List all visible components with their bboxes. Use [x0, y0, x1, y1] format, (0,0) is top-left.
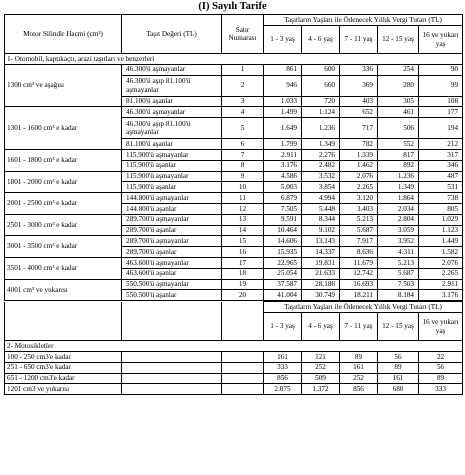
tax-amount-cell: 254 — [378, 64, 419, 75]
tax-amount-cell: 252 — [340, 373, 378, 384]
tax-amount-cell: 317 — [419, 149, 463, 160]
tax-amount-cell: 9.591 — [264, 214, 302, 225]
header-motor: Motor Silindir Hacmi (cm³) — [5, 15, 122, 54]
tax-amount-cell: 161 — [378, 373, 419, 384]
tax-amount-cell: 461 — [378, 107, 419, 118]
tax-amount-cell: 2.076 — [419, 257, 463, 268]
tax-amount-cell: 2.911 — [419, 279, 463, 290]
tax-amount-cell: 1.349 — [302, 139, 340, 150]
row-number-cell: 9 — [222, 171, 264, 182]
blank-cell — [222, 384, 264, 395]
header-age-5: 16 ve yukarı yaş — [419, 26, 463, 54]
tax-amount-cell: 89 — [378, 362, 419, 373]
tax-amount-cell: 19.831 — [302, 257, 340, 268]
row-number-cell: 6 — [222, 139, 264, 150]
tax-amount-cell: 487 — [419, 171, 463, 182]
header-satir: Satır Numarası — [222, 15, 264, 54]
tax-amount-cell: 1.349 — [378, 182, 419, 193]
table-row — [5, 373, 463, 384]
blank-cell — [122, 384, 222, 395]
motor-cell: 3001 - 3500 cm³ e kadar — [5, 236, 122, 258]
blank-cell — [222, 313, 264, 341]
tax-amount-cell: 2.911 — [264, 149, 302, 160]
value-range-cell: 550.500'ü aşmayanlar — [122, 279, 222, 290]
tax-amount-cell: 16.693 — [340, 279, 378, 290]
tax-amount-cell: 41.004 — [264, 290, 302, 301]
page-title: (I) Sayılı Tarife — [198, 1, 267, 12]
tax-amount-cell: 14.606 — [264, 236, 302, 247]
tax-amount-cell: 11.679 — [340, 257, 378, 268]
tax-amount-cell: 212 — [419, 139, 463, 150]
tax-amount-cell: 280 — [378, 75, 419, 96]
tax-amount-cell: 346 — [419, 160, 463, 171]
tax-amount-cell: 9.102 — [302, 225, 340, 236]
tax-amount-cell: 121 — [302, 351, 340, 362]
table-row — [5, 171, 463, 182]
tax-amount-cell: 717 — [340, 118, 378, 139]
tax-amount-cell: 5.213 — [378, 257, 419, 268]
tax-amount-cell: 2.804 — [378, 214, 419, 225]
tax-amount-cell: 506 — [378, 118, 419, 139]
blank-cell — [222, 351, 264, 362]
motor-cell: 1801 - 2000 cm³ e kadar — [5, 171, 122, 193]
tax-amount-cell: 3.176 — [264, 160, 302, 171]
value-range-cell: 115.900'ü aşanlar — [122, 160, 222, 171]
table-row — [5, 257, 463, 268]
tax-amount-cell: 1.499 — [264, 107, 302, 118]
header-age-1-repeat: 1 - 3 yaş — [264, 313, 302, 341]
value-range-cell: 115.900'ü aşanlar — [122, 182, 222, 193]
value-range-cell: 289.700'ü aşmayanlar — [122, 236, 222, 247]
tax-amount-cell: 856 — [264, 373, 302, 384]
motor-cell: 2501 - 3000 cm³ e kadar — [5, 214, 122, 236]
value-range-cell: 144.800'ü aşanlar — [122, 203, 222, 214]
tax-amount-cell: 2.265 — [419, 268, 463, 279]
value-range-cell: 550.500'ü aşanlar — [122, 290, 222, 301]
header-group: Taşıtların Yaşları ile Ödenecek Yıllık Vergi Tutarı (TL) — [264, 15, 463, 26]
tax-amount-cell: 3.532 — [302, 171, 340, 182]
tax-amount-cell: 5.213 — [340, 214, 378, 225]
tax-amount-cell: 1.339 — [340, 149, 378, 160]
tax-amount-cell: 738 — [419, 193, 463, 204]
table-row — [5, 149, 463, 160]
row-number-cell: 2 — [222, 75, 264, 96]
blank-cell — [5, 302, 122, 313]
value-range-cell: 289.700'ü aşmayanlar — [122, 214, 222, 225]
tax-amount-cell: 531 — [419, 182, 463, 193]
tax-amount-cell: 7.503 — [378, 279, 419, 290]
tax-amount-cell: 3.120 — [340, 193, 378, 204]
tax-amount-cell: 8.636 — [340, 247, 378, 258]
tax-amount-cell: 89 — [419, 373, 463, 384]
tax-amount-cell: 509 — [302, 373, 340, 384]
blank-cell — [122, 313, 222, 341]
row-number-cell: 1 — [222, 64, 264, 75]
tax-amount-cell: 4.586 — [264, 171, 302, 182]
value-range-cell: 46.300'ü aşıp 81.100'ü aşmayanlar — [122, 118, 222, 139]
value-range-cell: 463.600'ü aşanlar — [122, 268, 222, 279]
tax-amount-cell: 7.505 — [264, 203, 302, 214]
motor-cell: 651 - 1200 cm3'e kadar — [5, 373, 122, 384]
row-number-cell: 14 — [222, 225, 264, 236]
value-range-cell: 46.300'ü aşmayanlar — [122, 107, 222, 118]
tax-amount-cell: 2.076 — [340, 171, 378, 182]
tax-amount-cell: 161 — [264, 351, 302, 362]
moto-table — [4, 301, 463, 395]
header-age-3: 7 - 11 yaş — [340, 26, 378, 54]
table-row — [5, 236, 463, 247]
tax-amount-cell: 21.633 — [302, 268, 340, 279]
tax-amount-cell: 652 — [340, 107, 378, 118]
value-range-cell: 46.300'ü aşıp 81.100'ü aşmayanlar — [122, 75, 222, 96]
row-number-cell: 10 — [222, 182, 264, 193]
row-number-cell: 4 — [222, 107, 264, 118]
value-range-cell: 289.700'ü aşanlar — [122, 247, 222, 258]
tax-amount-cell: 333 — [264, 362, 302, 373]
blank-cell — [5, 313, 122, 341]
tax-amount-cell: 1.372 — [302, 384, 340, 395]
table-row — [5, 362, 463, 373]
row-number-cell: 8 — [222, 160, 264, 171]
tax-amount-cell: 4.311 — [378, 247, 419, 258]
tax-amount-cell: 4.994 — [302, 193, 340, 204]
row-number-cell: 13 — [222, 214, 264, 225]
tax-amount-cell: 680 — [378, 384, 419, 395]
tax-amount-cell: 2.034 — [378, 203, 419, 214]
tax-amount-cell: 1.449 — [419, 236, 463, 247]
tax-amount-cell: 1.462 — [340, 160, 378, 171]
tax-amount-cell: 8.344 — [302, 214, 340, 225]
header-age-4-repeat: 12 - 15 yaş — [378, 313, 419, 341]
value-range-cell: 289.700'ü aşanlar — [122, 225, 222, 236]
row-number-cell: 11 — [222, 193, 264, 204]
motor-cell: 251 - 650 cm3'e kadar — [5, 362, 122, 373]
header-age-1: 1 - 3 yaş — [264, 26, 302, 54]
tax-amount-cell: 2.265 — [340, 182, 378, 193]
row-number-cell: 15 — [222, 236, 264, 247]
tax-amount-cell: 89 — [340, 351, 378, 362]
tax-amount-cell: 3.952 — [378, 236, 419, 247]
motor-cell: 1300 cm³ ve aşağısı — [5, 64, 122, 107]
header-tasit-degeri: Taşıt Değeri (TL) — [122, 15, 222, 54]
tax-amount-cell: 5.687 — [378, 268, 419, 279]
tax-amount-cell: 1.864 — [378, 193, 419, 204]
tax-amount-cell: 805 — [419, 203, 463, 214]
tax-amount-cell: 861 — [264, 64, 302, 75]
tax-amount-cell: 99 — [419, 75, 463, 96]
value-range-cell: 81.100'ü aşanlar — [122, 139, 222, 150]
tax-amount-cell: 252 — [302, 362, 340, 373]
motor-cell: 1201 cm3 ve yukarısı — [5, 384, 122, 395]
tax-amount-cell: 3.854 — [302, 182, 340, 193]
motor-cell: 3501 - 4000 cm³ e kadar — [5, 257, 122, 279]
tax-amount-cell: 8.184 — [378, 290, 419, 301]
table-row — [5, 193, 463, 204]
tax-amount-cell: 1.033 — [264, 96, 302, 107]
tax-amount-cell: 10.464 — [264, 225, 302, 236]
tax-amount-cell: 37.587 — [264, 279, 302, 290]
tax-amount-cell: 5.687 — [340, 225, 378, 236]
tax-amount-cell: 90 — [419, 64, 463, 75]
tax-amount-cell: 161 — [340, 362, 378, 373]
value-range-cell: 46.300'ü aşmayanlar — [122, 64, 222, 75]
tax-amount-cell: 14.337 — [302, 247, 340, 258]
tax-amount-cell: 177 — [419, 107, 463, 118]
section-heading: 1- Otomobil, kaptıkaçtı, arazi taşıtları ve benzerleri — [5, 54, 463, 65]
tax-amount-cell: 2.075 — [264, 384, 302, 395]
blank-cell — [122, 351, 222, 362]
tax-amount-cell: 30.749 — [302, 290, 340, 301]
tax-amount-cell: 552 — [378, 139, 419, 150]
table-row — [5, 64, 463, 75]
value-range-cell: 144.800'ü aşmayanlar — [122, 193, 222, 204]
tax-amount-cell: 946 — [264, 75, 302, 96]
blank-cell — [222, 302, 264, 313]
header-age-5-repeat: 16 ve yukarı yaş — [419, 313, 463, 341]
motor-cell: 4001 cm³ ve yukarısı — [5, 279, 122, 301]
tax-amount-cell: 305 — [378, 96, 419, 107]
tax-amount-cell: 1.582 — [419, 247, 463, 258]
tax-amount-cell: 12.742 — [340, 268, 378, 279]
tax-amount-cell: 28.186 — [302, 279, 340, 290]
header-age-2: 4 - 6 yaş — [302, 26, 340, 54]
motor-cell: 100 - 250 cm3'e kadar — [5, 351, 122, 362]
header-age-4: 12 - 15 yaş — [378, 26, 419, 54]
tax-amount-cell: 3.176 — [419, 290, 463, 301]
tax-amount-cell: 108 — [419, 96, 463, 107]
tax-amount-cell: 336 — [340, 64, 378, 75]
tax-amount-cell: 7.917 — [340, 236, 378, 247]
tax-amount-cell: 1.236 — [378, 171, 419, 182]
tax-amount-cell: 56 — [419, 362, 463, 373]
tax-amount-cell: 25.054 — [264, 268, 302, 279]
tax-amount-cell: 1.799 — [264, 139, 302, 150]
tax-amount-cell: 817 — [378, 149, 419, 160]
blank-cell — [122, 302, 222, 313]
tax-amount-cell: 856 — [340, 384, 378, 395]
value-range-cell: 81.100'ü aşanlar — [122, 96, 222, 107]
tax-amount-cell: 3.403 — [340, 203, 378, 214]
value-range-cell: 463.600'ü aşmayanlar — [122, 257, 222, 268]
table-row — [5, 107, 463, 118]
table-row — [5, 214, 463, 225]
tax-amount-cell: 720 — [302, 96, 340, 107]
row-number-cell: 20 — [222, 290, 264, 301]
motor-cell: 1601 - 1800 cm³ e kadar — [5, 149, 122, 171]
tax-table — [4, 14, 463, 301]
table-row — [5, 384, 463, 395]
tax-amount-cell: 2.276 — [302, 149, 340, 160]
row-number-cell: 16 — [222, 247, 264, 258]
tax-amount-cell: 3.059 — [378, 225, 419, 236]
row-number-cell: 7 — [222, 149, 264, 160]
blank-cell — [222, 373, 264, 384]
tax-amount-cell: 369 — [340, 75, 378, 96]
row-number-cell: 3 — [222, 96, 264, 107]
motor-cell: 1301 - 1600 cm³ e kadar — [5, 107, 122, 150]
blank-cell — [222, 362, 264, 373]
table-row — [5, 279, 463, 290]
value-range-cell: 115.900'ü aşmayanlar — [122, 149, 222, 160]
row-number-cell: 5 — [222, 118, 264, 139]
row-number-cell: 18 — [222, 268, 264, 279]
tax-amount-cell: 1.029 — [419, 214, 463, 225]
value-range-cell: 115.900'ü aşmayanlar — [122, 171, 222, 182]
tax-amount-cell: 892 — [378, 160, 419, 171]
header-group-repeat: Taşıtların Yaşları ile Ödenecek Yıllık Vergi Tutarı (TL) — [264, 302, 463, 313]
tax-amount-cell: 403 — [340, 96, 378, 107]
tax-amount-cell: 1.236 — [302, 118, 340, 139]
tax-amount-cell: 13.143 — [302, 236, 340, 247]
blank-cell — [122, 362, 222, 373]
tax-amount-cell: 5.448 — [302, 203, 340, 214]
tax-amount-cell: 22 — [419, 351, 463, 362]
tax-amount-cell: 782 — [340, 139, 378, 150]
tax-amount-cell: 56 — [378, 351, 419, 362]
tax-amount-cell: 22.965 — [264, 257, 302, 268]
tax-amount-cell: 1.649 — [264, 118, 302, 139]
tax-amount-cell: 18.211 — [340, 290, 378, 301]
row-number-cell: 17 — [222, 257, 264, 268]
tax-amount-cell: 1.124 — [302, 107, 340, 118]
blank-cell — [122, 373, 222, 384]
header-age-2-repeat: 4 - 6 yaş — [302, 313, 340, 341]
tax-amount-cell: 6.879 — [264, 193, 302, 204]
table-row — [5, 351, 463, 362]
tax-amount-cell: 194 — [419, 118, 463, 139]
tax-amount-cell: 15.935 — [264, 247, 302, 258]
tax-amount-cell: 5.003 — [264, 182, 302, 193]
tax-amount-cell: 600 — [302, 64, 340, 75]
tax-amount-cell: 660 — [302, 75, 340, 96]
row-number-cell: 19 — [222, 279, 264, 290]
tax-amount-cell: 333 — [419, 384, 463, 395]
motor-cell: 2001 - 2500 cm³ e kadar — [5, 193, 122, 215]
section-heading: 2- Motosikletler — [5, 341, 463, 352]
row-number-cell: 12 — [222, 203, 264, 214]
tax-amount-cell: 1.123 — [419, 225, 463, 236]
header-age-3-repeat: 7 - 11 yaş — [340, 313, 378, 341]
tax-amount-cell: 2.482 — [302, 160, 340, 171]
